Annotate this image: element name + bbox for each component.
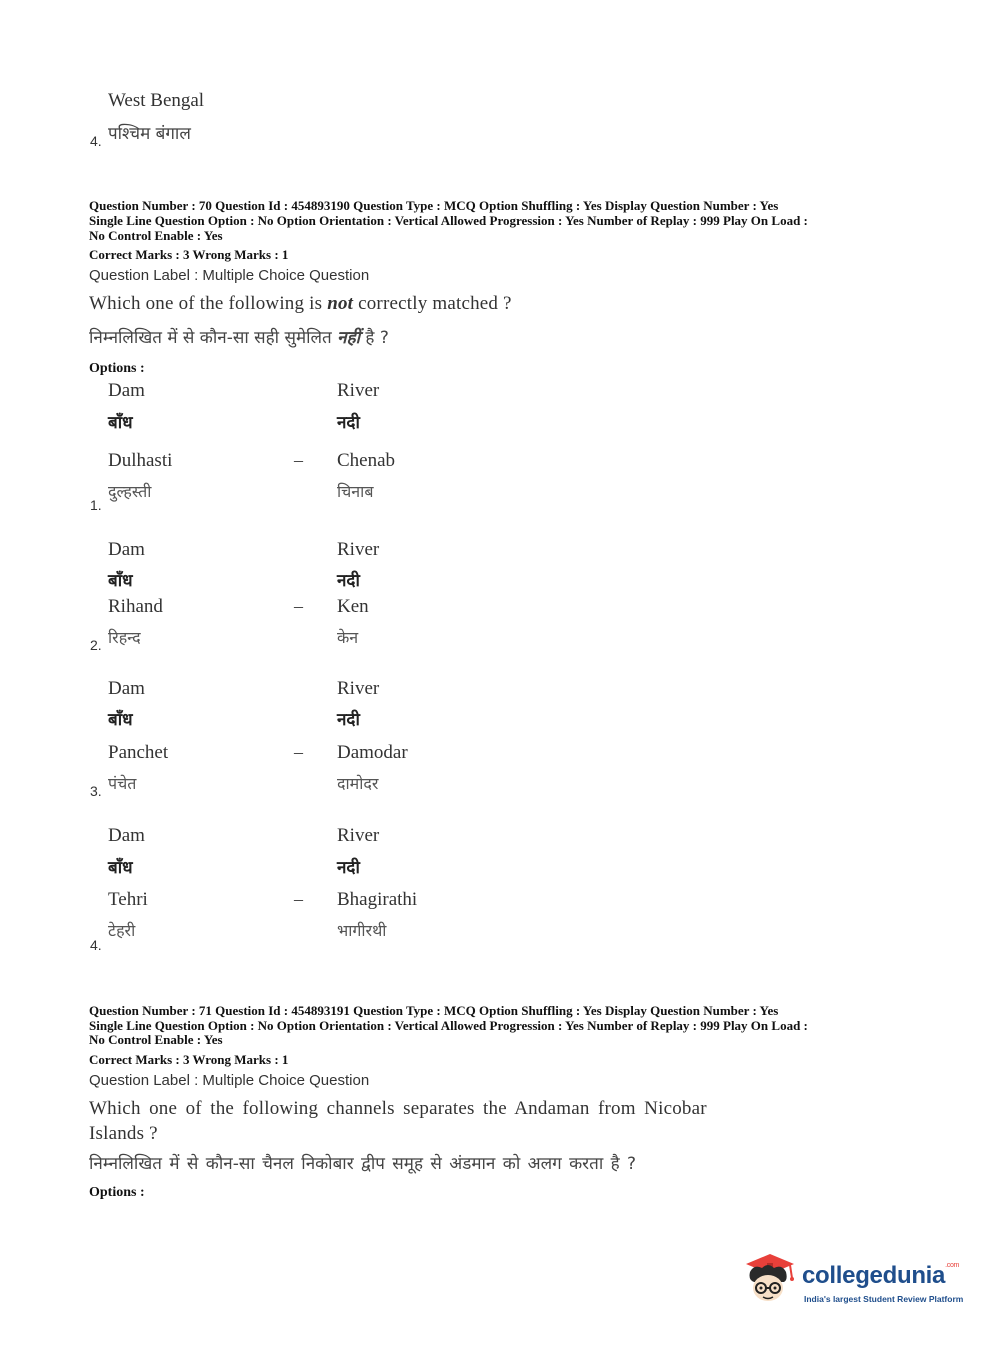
opt4-number: 4. (90, 937, 102, 953)
opt4-dam-hi: टेहरी (108, 921, 136, 940)
q70-hindi-before: निम्नलिखित में से कौन-सा सही सुमेलित (89, 328, 338, 348)
opt3-header-dam-hi: बाँध (108, 710, 133, 730)
opt1-dam-hi: दुल्हस्ती (108, 482, 152, 501)
opt3-header-river-hi: नदी (337, 710, 360, 730)
q70-question-text (89, 293, 512, 315)
q71-marks: Correct Marks : 3 Wrong Marks : 1 (89, 1052, 289, 1067)
opt4-header-dam-hi: बाँध (108, 858, 133, 878)
opt1-river: Chenab (337, 450, 396, 471)
opt3-dash: – (294, 742, 303, 762)
q70-text-after: correctly matched ? (353, 293, 512, 314)
q70-hindi-after: है ? (360, 328, 389, 348)
opt4-dash: – (294, 889, 303, 909)
q71-meta-line3: No Control Enable : Yes (89, 1032, 223, 1047)
opt3-dam: Panchet (108, 742, 169, 763)
logo-name-text: collegedunia (802, 1262, 946, 1289)
logo-tagline: India's largest Student Review Platform (804, 1294, 964, 1304)
q70-marks: Correct Marks : 3 Wrong Marks : 1 (89, 247, 289, 262)
opt4-river: Bhagirathi (337, 889, 418, 910)
opt1-dam: Dulhasti (108, 450, 173, 471)
opt3-dam-hi: पंचेत (108, 774, 137, 793)
opt2-header-river-hi: नदी (337, 571, 360, 591)
opt3-header-river: River (337, 678, 380, 699)
opt1-header-river: River (337, 380, 380, 401)
q71-options-title: Options : (89, 1185, 145, 1200)
opt3-header-dam: Dam (108, 678, 145, 699)
opt4-header-river: River (337, 825, 380, 846)
q70-hindi-emph: नहीं (337, 328, 361, 348)
opt2-header-river: River (337, 539, 380, 560)
q71-meta-line1: Question Number : 71 Question Id : 454893191 Question Type : MCQ Option Shuffling : Yes Display Question Number : Yes (89, 1003, 779, 1018)
prev-option-hindi: पश्चिम बंगाल (108, 124, 191, 144)
q70-text-emph: not (327, 293, 354, 314)
q71-question-text-line1: Which one of the following channels separates the Andaman from Nicobar (89, 1098, 707, 1119)
opt1-header-river-hi: नदी (337, 413, 360, 433)
opt4-header-river-hi: नदी (337, 858, 360, 878)
opt2-header-dam-hi: बाँध (108, 571, 133, 591)
opt3-river-hi: दामोदर (337, 774, 379, 793)
q70-question-label: Question Label : Multiple Choice Question (89, 267, 370, 284)
q70-question-hindi (89, 325, 389, 348)
opt2-dam: Rihand (108, 596, 163, 617)
q70-meta-line1: Question Number : 70 Question Id : 454893190 Question Type : MCQ Option Shuffling : Yes Display Question Number : Yes (89, 198, 779, 213)
opt1-header-dam-hi: बाँध (108, 413, 133, 433)
q71-question-hindi: निम्नलिखित में से कौन-सा चैनल निकोबार द्वीप समूह से अंडमान को अलग करता है ? (89, 1154, 637, 1174)
collegedunia-logo (740, 1250, 970, 1310)
logo-name (802, 1262, 959, 1290)
opt1-dash: – (294, 450, 303, 470)
opt1-number: 1. (90, 497, 102, 513)
opt1-header-dam: Dam (108, 380, 145, 401)
opt2-header-dam: Dam (108, 539, 145, 560)
q70-meta-line3: No Control Enable : Yes (89, 228, 223, 243)
q71-question-label: Question Label : Multiple Choice Question (89, 1072, 370, 1089)
mascot-icon (740, 1250, 800, 1310)
q71-meta-line2: Single Line Question Option : No Option Orientation : Vertical Allowed Progression : Yes Number of Replay : 999 Play On Load : (89, 1018, 808, 1033)
prev-option-number: 4. (90, 133, 102, 149)
logo-suffix: .com (945, 1262, 960, 1269)
prev-option-english: West Bengal (108, 90, 205, 111)
opt2-dam-hi: रिहन्द (108, 628, 141, 647)
opt2-number: 2. (90, 637, 102, 653)
opt2-river-hi: केन (337, 628, 359, 647)
q70-text-before: Which one of the following is (89, 293, 328, 314)
opt4-river-hi: भागीरथी (337, 921, 387, 940)
opt1-river-hi: चिनाब (337, 482, 374, 501)
opt2-dash: – (294, 596, 303, 616)
opt4-dam: Tehri (108, 889, 148, 910)
q70-options-title: Options : (89, 361, 145, 376)
opt3-number: 3. (90, 783, 102, 799)
q70-meta-line2: Single Line Question Option : No Option Orientation : Vertical Allowed Progression : Yes Number of Replay : 999 Play On Load : (89, 213, 808, 228)
q71-question-text-line2: Islands ? (89, 1123, 158, 1144)
opt4-header-dam: Dam (108, 825, 145, 846)
opt2-river: Ken (337, 596, 369, 617)
opt3-river: Damodar (337, 742, 408, 763)
